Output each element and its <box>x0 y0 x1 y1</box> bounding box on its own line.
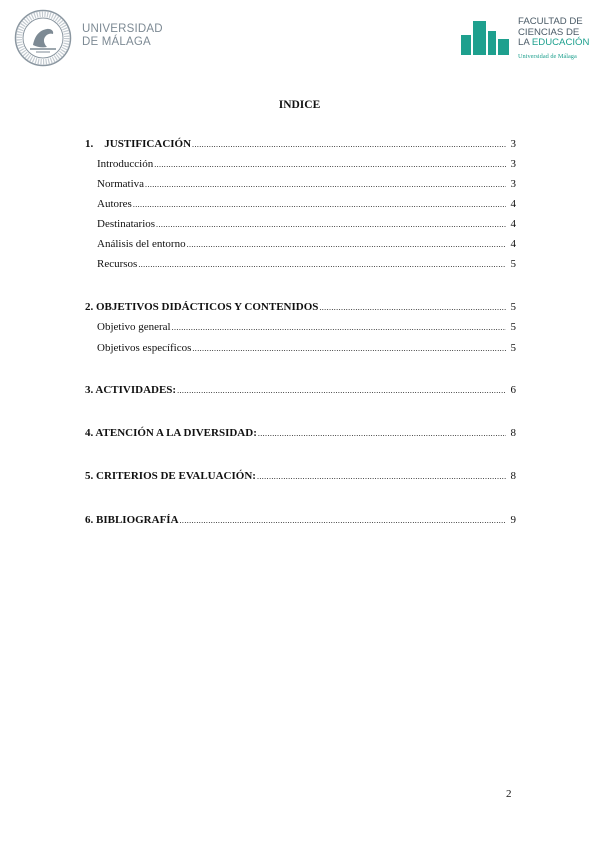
toc-entry-label: Introducción <box>97 158 154 170</box>
faculty-logo <box>461 17 591 67</box>
toc-entry-criterios-evaluacion[interactable] <box>85 469 516 483</box>
toc-dot-leader <box>172 321 506 335</box>
toc-dot-leader <box>192 138 506 152</box>
toc-entry-atencion-diversidad[interactable] <box>85 426 516 440</box>
toc-entry-page: 4 <box>510 198 516 210</box>
toc-entry-page: 6 <box>510 384 516 396</box>
faculty-name-line3 <box>518 38 589 49</box>
university-name-line2: DE MÁLAGA <box>82 36 151 48</box>
toc-dot-leader <box>257 470 506 484</box>
faculty-mark-icon <box>461 21 509 55</box>
university-name <box>82 23 163 49</box>
toc-entry-autores[interactable] <box>97 197 516 211</box>
toc-dot-leader <box>156 218 506 232</box>
faculty-name-line2: CIENCIAS DE <box>518 26 580 38</box>
toc-entry-analisis-entorno[interactable] <box>97 237 516 251</box>
toc-entry-page: 4 <box>510 218 516 230</box>
toc-entry-recursos[interactable] <box>97 257 516 271</box>
toc-entry-objetivo-general[interactable] <box>97 320 516 334</box>
toc-entry-page: 5 <box>510 342 516 354</box>
toc-entry-introduccion[interactable] <box>97 157 516 171</box>
toc-entry-label: Normativa <box>97 178 145 190</box>
university-seal-icon <box>14 9 72 67</box>
toc-dot-leader <box>154 158 506 172</box>
toc-dot-leader <box>133 198 506 212</box>
toc-entry-label: Recursos <box>97 258 138 270</box>
toc-entry-page: 3 <box>510 158 516 170</box>
toc-entry-page: 5 <box>510 321 516 333</box>
toc-entry-label: 2. OBJETIVOS DIDÁCTICOS Y CONTENIDOS <box>85 301 319 313</box>
toc-entry-page: 8 <box>510 427 516 439</box>
toc-entry-label: 4. ATENCIÓN A LA DIVERSIDAD: <box>85 427 257 439</box>
toc-entry-actividades[interactable] <box>85 383 516 397</box>
toc-dot-leader <box>187 238 506 252</box>
toc-entry-label: Destinatarios <box>97 218 156 230</box>
faculty-name-line1: FACULTAD DE <box>518 16 583 27</box>
faculty-name <box>518 17 589 49</box>
toc-entry-bibliografia[interactable] <box>85 513 516 527</box>
toc-dot-leader <box>258 427 506 441</box>
toc-entry-label: 1. JUSTIFICACIÓN <box>85 138 192 150</box>
toc-entry-label: Objetivo general <box>97 321 171 333</box>
toc-title: INDICE <box>278 99 321 111</box>
page-number: 2 <box>506 788 512 800</box>
toc-entry-page: 5 <box>510 301 516 313</box>
toc-entry-page: 5 <box>510 258 516 270</box>
toc-dot-leader <box>145 178 506 192</box>
toc-dot-leader <box>177 384 506 398</box>
university-logo <box>14 9 194 67</box>
toc-entry-label: 3. ACTIVIDADES: <box>85 384 177 396</box>
faculty-subtitle: Universidad de Málaga <box>518 53 577 60</box>
toc-dot-leader <box>180 514 506 528</box>
toc-entry-page: 9 <box>510 514 516 526</box>
toc-entry-page: 3 <box>510 138 516 150</box>
toc-entry-label: 5. CRITERIOS DE EVALUACIÓN: <box>85 470 256 482</box>
toc-entry-page: 8 <box>510 470 516 482</box>
toc-dot-leader <box>319 301 506 315</box>
toc-entry-normativa[interactable] <box>97 177 516 191</box>
toc-entry-label: Objetivos específicos <box>97 342 192 354</box>
toc-dot-leader <box>192 342 506 356</box>
faculty-name-line3-prefix: LA <box>518 37 532 49</box>
university-name-line1: UNIVERSIDAD <box>82 23 163 35</box>
toc-entry-page: 3 <box>510 178 516 190</box>
toc-dot-leader <box>138 258 506 272</box>
toc-entry-objetivos-especificos[interactable] <box>97 341 516 355</box>
toc-entry-destinatarios[interactable] <box>97 217 516 231</box>
toc-entry-objetivos[interactable] <box>85 300 516 314</box>
toc-entry-label: 6. BIBLIOGRAFÍA <box>85 514 179 526</box>
toc-entry-justificacion[interactable] <box>85 137 516 151</box>
toc-entry-label: Autores <box>97 198 132 210</box>
toc-entry-label: Análisis del entorno <box>97 238 186 250</box>
toc-entry-page: 4 <box>510 238 516 250</box>
faculty-name-line3-accent: EDUCACIÓN <box>531 37 590 49</box>
